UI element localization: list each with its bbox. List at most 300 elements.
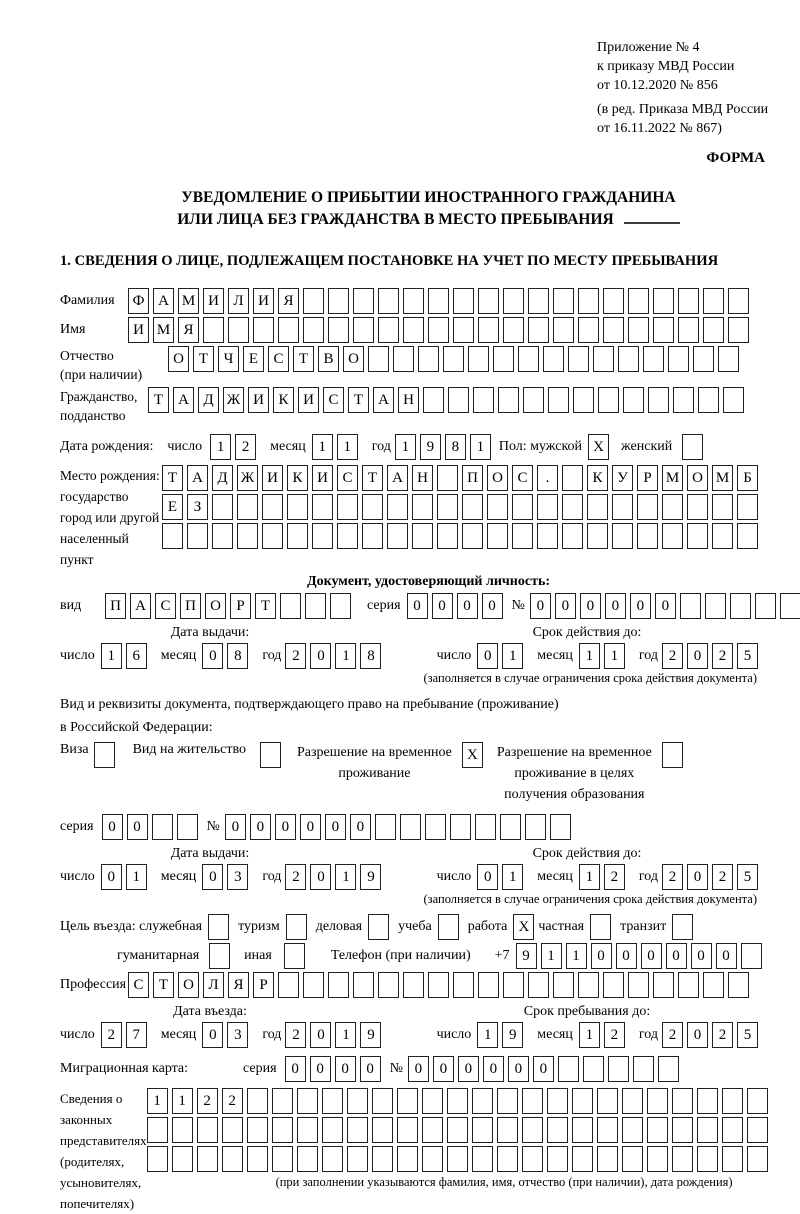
char-cell[interactable] bbox=[598, 387, 619, 413]
char-cell[interactable] bbox=[403, 972, 424, 998]
char-cell[interactable]: С bbox=[512, 465, 533, 491]
char-cell[interactable] bbox=[247, 1146, 268, 1172]
char-cell[interactable] bbox=[353, 288, 374, 314]
char-cell[interactable]: 0 bbox=[225, 814, 246, 840]
char-cell[interactable] bbox=[462, 494, 483, 520]
char-cell[interactable]: 0 bbox=[555, 593, 576, 619]
char-cell[interactable]: 0 bbox=[250, 814, 271, 840]
char-cell[interactable]: П bbox=[105, 593, 126, 619]
char-cell[interactable] bbox=[578, 288, 599, 314]
char-cell[interactable] bbox=[397, 1117, 418, 1143]
char-cell[interactable] bbox=[578, 972, 599, 998]
char-cell[interactable]: 0 bbox=[655, 593, 676, 619]
char-cell[interactable]: Ж bbox=[223, 387, 244, 413]
char-cell[interactable] bbox=[497, 1146, 518, 1172]
char-cell[interactable] bbox=[462, 523, 483, 549]
char-cell[interactable]: 0 bbox=[458, 1056, 479, 1082]
char-cell[interactable] bbox=[337, 523, 358, 549]
char-cell[interactable] bbox=[493, 346, 514, 372]
char-cell[interactable] bbox=[522, 1088, 543, 1114]
char-cell[interactable] bbox=[423, 387, 444, 413]
char-cell[interactable] bbox=[353, 972, 374, 998]
char-cell[interactable] bbox=[587, 523, 608, 549]
char-cell[interactable]: 1 bbox=[210, 434, 231, 460]
char-cell[interactable]: 0 bbox=[533, 1056, 554, 1082]
char-cell[interactable] bbox=[353, 317, 374, 343]
char-cell[interactable] bbox=[453, 288, 474, 314]
char-cell[interactable]: С bbox=[155, 593, 176, 619]
char-cell[interactable]: И bbox=[253, 288, 274, 314]
char-cell[interactable]: 0 bbox=[408, 1056, 429, 1082]
char-cell[interactable]: М bbox=[178, 288, 199, 314]
char-cell[interactable]: 0 bbox=[687, 864, 708, 890]
char-cell[interactable] bbox=[472, 1117, 493, 1143]
char-cell[interactable] bbox=[403, 317, 424, 343]
char-cell[interactable]: З bbox=[187, 494, 208, 520]
char-cell[interactable] bbox=[393, 346, 414, 372]
char-cell[interactable] bbox=[653, 972, 674, 998]
char-cell[interactable] bbox=[705, 593, 726, 619]
char-cell[interactable] bbox=[303, 288, 324, 314]
char-cell[interactable] bbox=[297, 1146, 318, 1172]
char-cell[interactable] bbox=[297, 1117, 318, 1143]
char-cell[interactable]: 0 bbox=[360, 1056, 381, 1082]
char-cell[interactable]: 2 bbox=[222, 1088, 243, 1114]
char-cell[interactable] bbox=[618, 346, 639, 372]
char-cell[interactable] bbox=[678, 317, 699, 343]
char-cell[interactable] bbox=[428, 972, 449, 998]
char-cell[interactable] bbox=[328, 972, 349, 998]
entry-month[interactable] bbox=[202, 1022, 252, 1048]
char-cell[interactable] bbox=[547, 1117, 568, 1143]
char-cell[interactable] bbox=[628, 972, 649, 998]
name-field[interactable] bbox=[128, 317, 753, 343]
char-cell[interactable] bbox=[587, 494, 608, 520]
char-cell[interactable] bbox=[378, 288, 399, 314]
char-cell[interactable] bbox=[152, 814, 173, 840]
char-cell[interactable] bbox=[728, 288, 749, 314]
char-cell[interactable] bbox=[522, 1146, 543, 1172]
char-cell[interactable] bbox=[648, 387, 669, 413]
char-cell[interactable]: С bbox=[268, 346, 289, 372]
char-cell[interactable] bbox=[450, 814, 471, 840]
char-cell[interactable]: 1 bbox=[470, 434, 491, 460]
char-cell[interactable]: В bbox=[318, 346, 339, 372]
char-cell[interactable] bbox=[337, 494, 358, 520]
char-cell[interactable]: 0 bbox=[300, 814, 321, 840]
residence-valid-day[interactable] bbox=[477, 864, 527, 890]
char-cell[interactable] bbox=[687, 523, 708, 549]
representatives-row3[interactable] bbox=[147, 1146, 772, 1172]
char-cell[interactable]: 0 bbox=[508, 1056, 529, 1082]
char-cell[interactable] bbox=[247, 1117, 268, 1143]
char-cell[interactable] bbox=[628, 317, 649, 343]
char-cell[interactable]: 2 bbox=[662, 864, 683, 890]
purpose-humanitarian-checkbox[interactable] bbox=[209, 943, 230, 969]
char-cell[interactable]: Т bbox=[153, 972, 174, 998]
char-cell[interactable] bbox=[280, 593, 301, 619]
char-cell[interactable]: 1 bbox=[502, 643, 523, 669]
char-cell[interactable]: 2 bbox=[285, 1022, 306, 1048]
char-cell[interactable] bbox=[637, 523, 658, 549]
char-cell[interactable] bbox=[672, 1146, 693, 1172]
char-cell[interactable] bbox=[422, 1117, 443, 1143]
char-cell[interactable] bbox=[425, 814, 446, 840]
char-cell[interactable]: Ф bbox=[128, 288, 149, 314]
char-cell[interactable] bbox=[703, 972, 724, 998]
char-cell[interactable] bbox=[312, 523, 333, 549]
char-cell[interactable]: С bbox=[128, 972, 149, 998]
char-cell[interactable] bbox=[737, 494, 758, 520]
char-cell[interactable]: 2 bbox=[662, 643, 683, 669]
char-cell[interactable] bbox=[147, 1117, 168, 1143]
char-cell[interactable] bbox=[498, 387, 519, 413]
char-cell[interactable] bbox=[528, 972, 549, 998]
char-cell[interactable] bbox=[362, 494, 383, 520]
char-cell[interactable]: 2 bbox=[662, 1022, 683, 1048]
char-cell[interactable]: 0 bbox=[310, 864, 331, 890]
char-cell[interactable]: 9 bbox=[502, 1022, 523, 1048]
char-cell[interactable] bbox=[628, 288, 649, 314]
char-cell[interactable] bbox=[262, 494, 283, 520]
char-cell[interactable]: 2 bbox=[235, 434, 256, 460]
char-cell[interactable] bbox=[447, 1088, 468, 1114]
sex-female-checkbox[interactable] bbox=[682, 434, 703, 460]
char-cell[interactable] bbox=[372, 1088, 393, 1114]
char-cell[interactable]: А bbox=[387, 465, 408, 491]
char-cell[interactable] bbox=[525, 814, 546, 840]
char-cell[interactable] bbox=[672, 1088, 693, 1114]
char-cell[interactable] bbox=[662, 523, 683, 549]
stay-year[interactable] bbox=[662, 1022, 762, 1048]
char-cell[interactable] bbox=[272, 1146, 293, 1172]
char-cell[interactable] bbox=[741, 943, 762, 969]
char-cell[interactable]: 1 bbox=[579, 643, 600, 669]
birth-place-row1[interactable] bbox=[162, 465, 762, 491]
char-cell[interactable]: А bbox=[187, 465, 208, 491]
char-cell[interactable] bbox=[528, 288, 549, 314]
residence-issue-month[interactable] bbox=[202, 864, 252, 890]
char-cell[interactable] bbox=[503, 288, 524, 314]
char-cell[interactable]: 1 bbox=[502, 864, 523, 890]
purpose-other-checkbox[interactable] bbox=[284, 943, 305, 969]
char-cell[interactable]: 2 bbox=[604, 1022, 625, 1048]
char-cell[interactable] bbox=[658, 1056, 679, 1082]
residence-valid-month[interactable] bbox=[579, 864, 629, 890]
char-cell[interactable]: И bbox=[262, 465, 283, 491]
char-cell[interactable] bbox=[553, 972, 574, 998]
char-cell[interactable] bbox=[562, 523, 583, 549]
char-cell[interactable] bbox=[262, 523, 283, 549]
char-cell[interactable] bbox=[678, 972, 699, 998]
char-cell[interactable] bbox=[212, 494, 233, 520]
doc-series-field[interactable] bbox=[407, 593, 507, 619]
char-cell[interactable] bbox=[403, 288, 424, 314]
char-cell[interactable] bbox=[728, 972, 749, 998]
char-cell[interactable]: 0 bbox=[285, 1056, 306, 1082]
char-cell[interactable]: 2 bbox=[197, 1088, 218, 1114]
char-cell[interactable]: 0 bbox=[310, 1022, 331, 1048]
doc-number-field[interactable] bbox=[530, 593, 800, 619]
char-cell[interactable] bbox=[330, 593, 351, 619]
char-cell[interactable]: 7 bbox=[126, 1022, 147, 1048]
char-cell[interactable]: М bbox=[153, 317, 174, 343]
char-cell[interactable] bbox=[568, 346, 589, 372]
char-cell[interactable]: Б bbox=[737, 465, 758, 491]
char-cell[interactable]: Я bbox=[278, 288, 299, 314]
char-cell[interactable]: 1 bbox=[604, 643, 625, 669]
char-cell[interactable] bbox=[497, 1117, 518, 1143]
char-cell[interactable]: К bbox=[587, 465, 608, 491]
char-cell[interactable] bbox=[553, 288, 574, 314]
char-cell[interactable] bbox=[278, 972, 299, 998]
purpose-tourism-checkbox[interactable] bbox=[286, 914, 307, 940]
char-cell[interactable] bbox=[287, 523, 308, 549]
char-cell[interactable]: 1 bbox=[395, 434, 416, 460]
char-cell[interactable] bbox=[780, 593, 800, 619]
char-cell[interactable] bbox=[347, 1088, 368, 1114]
doc-issue-year[interactable] bbox=[285, 643, 385, 669]
char-cell[interactable]: 2 bbox=[285, 864, 306, 890]
birth-day-field[interactable] bbox=[210, 434, 260, 460]
char-cell[interactable]: 0 bbox=[483, 1056, 504, 1082]
char-cell[interactable] bbox=[203, 317, 224, 343]
patronymic-field[interactable] bbox=[168, 346, 743, 372]
char-cell[interactable] bbox=[718, 346, 739, 372]
char-cell[interactable]: С bbox=[323, 387, 344, 413]
char-cell[interactable]: 0 bbox=[325, 814, 346, 840]
char-cell[interactable]: С bbox=[337, 465, 358, 491]
char-cell[interactable] bbox=[597, 1117, 618, 1143]
char-cell[interactable] bbox=[428, 317, 449, 343]
birth-month-field[interactable] bbox=[312, 434, 362, 460]
char-cell[interactable]: О bbox=[205, 593, 226, 619]
char-cell[interactable] bbox=[412, 494, 433, 520]
char-cell[interactable] bbox=[487, 523, 508, 549]
char-cell[interactable] bbox=[387, 523, 408, 549]
char-cell[interactable]: 0 bbox=[687, 1022, 708, 1048]
char-cell[interactable]: 0 bbox=[605, 593, 626, 619]
char-cell[interactable] bbox=[747, 1146, 768, 1172]
char-cell[interactable] bbox=[603, 288, 624, 314]
char-cell[interactable] bbox=[553, 317, 574, 343]
char-cell[interactable]: 1 bbox=[335, 1022, 356, 1048]
char-cell[interactable] bbox=[397, 1088, 418, 1114]
char-cell[interactable] bbox=[647, 1117, 668, 1143]
char-cell[interactable]: 9 bbox=[360, 1022, 381, 1048]
char-cell[interactable] bbox=[368, 346, 389, 372]
char-cell[interactable] bbox=[547, 1146, 568, 1172]
char-cell[interactable]: И bbox=[248, 387, 269, 413]
char-cell[interactable] bbox=[197, 1146, 218, 1172]
char-cell[interactable]: 0 bbox=[127, 814, 148, 840]
char-cell[interactable]: П bbox=[180, 593, 201, 619]
char-cell[interactable] bbox=[662, 494, 683, 520]
char-cell[interactable]: 0 bbox=[477, 864, 498, 890]
char-cell[interactable]: 0 bbox=[350, 814, 371, 840]
char-cell[interactable]: 1 bbox=[579, 864, 600, 890]
char-cell[interactable]: 0 bbox=[716, 943, 737, 969]
char-cell[interactable] bbox=[447, 1117, 468, 1143]
char-cell[interactable] bbox=[687, 494, 708, 520]
char-cell[interactable] bbox=[478, 288, 499, 314]
char-cell[interactable] bbox=[573, 387, 594, 413]
char-cell[interactable]: У bbox=[612, 465, 633, 491]
char-cell[interactable] bbox=[503, 972, 524, 998]
char-cell[interactable] bbox=[222, 1146, 243, 1172]
char-cell[interactable] bbox=[673, 387, 694, 413]
residence-series-field[interactable] bbox=[102, 814, 202, 840]
char-cell[interactable] bbox=[437, 494, 458, 520]
char-cell[interactable] bbox=[680, 593, 701, 619]
char-cell[interactable] bbox=[305, 593, 326, 619]
char-cell[interactable]: 1 bbox=[579, 1022, 600, 1048]
char-cell[interactable]: Н bbox=[412, 465, 433, 491]
char-cell[interactable] bbox=[453, 972, 474, 998]
blank-underline[interactable] bbox=[624, 219, 680, 224]
char-cell[interactable] bbox=[503, 317, 524, 343]
char-cell[interactable] bbox=[237, 494, 258, 520]
char-cell[interactable]: 9 bbox=[360, 864, 381, 890]
char-cell[interactable] bbox=[497, 1088, 518, 1114]
char-cell[interactable] bbox=[603, 972, 624, 998]
char-cell[interactable]: 2 bbox=[604, 864, 625, 890]
char-cell[interactable] bbox=[322, 1088, 343, 1114]
doc-issue-day[interactable] bbox=[101, 643, 151, 669]
char-cell[interactable] bbox=[187, 523, 208, 549]
char-cell[interactable]: 3 bbox=[227, 1022, 248, 1048]
char-cell[interactable] bbox=[712, 523, 733, 549]
char-cell[interactable]: 1 bbox=[172, 1088, 193, 1114]
char-cell[interactable] bbox=[578, 317, 599, 343]
char-cell[interactable]: 0 bbox=[591, 943, 612, 969]
char-cell[interactable] bbox=[722, 1088, 743, 1114]
char-cell[interactable] bbox=[328, 288, 349, 314]
residence-number-field[interactable] bbox=[225, 814, 575, 840]
char-cell[interactable] bbox=[237, 523, 258, 549]
char-cell[interactable] bbox=[572, 1088, 593, 1114]
char-cell[interactable]: 0 bbox=[691, 943, 712, 969]
char-cell[interactable] bbox=[472, 1088, 493, 1114]
char-cell[interactable] bbox=[228, 317, 249, 343]
char-cell[interactable] bbox=[693, 346, 714, 372]
residence-valid-year[interactable] bbox=[662, 864, 762, 890]
char-cell[interactable]: 1 bbox=[335, 643, 356, 669]
char-cell[interactable] bbox=[362, 523, 383, 549]
char-cell[interactable]: 2 bbox=[712, 864, 733, 890]
char-cell[interactable] bbox=[637, 494, 658, 520]
char-cell[interactable]: М bbox=[662, 465, 683, 491]
char-cell[interactable]: П bbox=[462, 465, 483, 491]
char-cell[interactable]: 0 bbox=[407, 593, 428, 619]
char-cell[interactable]: 0 bbox=[432, 593, 453, 619]
char-cell[interactable]: 1 bbox=[335, 864, 356, 890]
char-cell[interactable] bbox=[703, 288, 724, 314]
char-cell[interactable] bbox=[222, 1117, 243, 1143]
char-cell[interactable] bbox=[412, 523, 433, 549]
char-cell[interactable] bbox=[212, 523, 233, 549]
char-cell[interactable] bbox=[747, 1117, 768, 1143]
char-cell[interactable] bbox=[668, 346, 689, 372]
char-cell[interactable] bbox=[478, 317, 499, 343]
entry-day[interactable] bbox=[101, 1022, 151, 1048]
char-cell[interactable] bbox=[197, 1117, 218, 1143]
char-cell[interactable]: 0 bbox=[687, 643, 708, 669]
char-cell[interactable] bbox=[500, 814, 521, 840]
doc-valid-month[interactable] bbox=[579, 643, 629, 669]
char-cell[interactable]: О bbox=[178, 972, 199, 998]
char-cell[interactable] bbox=[322, 1146, 343, 1172]
char-cell[interactable]: Ч bbox=[218, 346, 239, 372]
char-cell[interactable] bbox=[622, 1088, 643, 1114]
char-cell[interactable]: А bbox=[130, 593, 151, 619]
char-cell[interactable]: Т bbox=[148, 387, 169, 413]
char-cell[interactable]: 1 bbox=[566, 943, 587, 969]
purpose-private-checkbox[interactable] bbox=[590, 914, 611, 940]
char-cell[interactable] bbox=[512, 494, 533, 520]
char-cell[interactable] bbox=[608, 1056, 629, 1082]
char-cell[interactable]: Т bbox=[193, 346, 214, 372]
char-cell[interactable] bbox=[572, 1117, 593, 1143]
surname-field[interactable] bbox=[128, 288, 753, 314]
char-cell[interactable] bbox=[518, 346, 539, 372]
char-cell[interactable]: 1 bbox=[337, 434, 358, 460]
char-cell[interactable] bbox=[303, 972, 324, 998]
char-cell[interactable] bbox=[437, 523, 458, 549]
char-cell[interactable]: 1 bbox=[312, 434, 333, 460]
char-cell[interactable]: И bbox=[128, 317, 149, 343]
char-cell[interactable]: 0 bbox=[641, 943, 662, 969]
char-cell[interactable] bbox=[453, 317, 474, 343]
char-cell[interactable] bbox=[643, 346, 664, 372]
char-cell[interactable] bbox=[372, 1117, 393, 1143]
char-cell[interactable] bbox=[548, 387, 569, 413]
char-cell[interactable]: 0 bbox=[433, 1056, 454, 1082]
char-cell[interactable] bbox=[473, 387, 494, 413]
doc-valid-year[interactable] bbox=[662, 643, 762, 669]
char-cell[interactable] bbox=[328, 317, 349, 343]
char-cell[interactable] bbox=[612, 494, 633, 520]
purpose-transit-checkbox[interactable] bbox=[672, 914, 693, 940]
char-cell[interactable] bbox=[623, 387, 644, 413]
birth-year-field[interactable] bbox=[395, 434, 495, 460]
char-cell[interactable] bbox=[558, 1056, 579, 1082]
char-cell[interactable]: Я bbox=[228, 972, 249, 998]
char-cell[interactable] bbox=[633, 1056, 654, 1082]
edu-permit-checkbox[interactable] bbox=[662, 742, 683, 768]
char-cell[interactable]: 1 bbox=[147, 1088, 168, 1114]
char-cell[interactable]: 0 bbox=[630, 593, 651, 619]
doc-issue-month[interactable] bbox=[202, 643, 252, 669]
char-cell[interactable] bbox=[287, 494, 308, 520]
char-cell[interactable]: К bbox=[287, 465, 308, 491]
char-cell[interactable]: О bbox=[343, 346, 364, 372]
char-cell[interactable] bbox=[247, 1088, 268, 1114]
phone-field[interactable] bbox=[516, 943, 766, 969]
char-cell[interactable] bbox=[698, 387, 719, 413]
char-cell[interactable]: О bbox=[487, 465, 508, 491]
char-cell[interactable] bbox=[562, 494, 583, 520]
char-cell[interactable] bbox=[603, 317, 624, 343]
char-cell[interactable] bbox=[162, 523, 183, 549]
char-cell[interactable] bbox=[347, 1146, 368, 1172]
char-cell[interactable] bbox=[147, 1146, 168, 1172]
purpose-official-checkbox[interactable] bbox=[208, 914, 229, 940]
representatives-row1[interactable] bbox=[147, 1088, 772, 1114]
char-cell[interactable] bbox=[537, 523, 558, 549]
char-cell[interactable] bbox=[537, 494, 558, 520]
char-cell[interactable]: 9 bbox=[420, 434, 441, 460]
